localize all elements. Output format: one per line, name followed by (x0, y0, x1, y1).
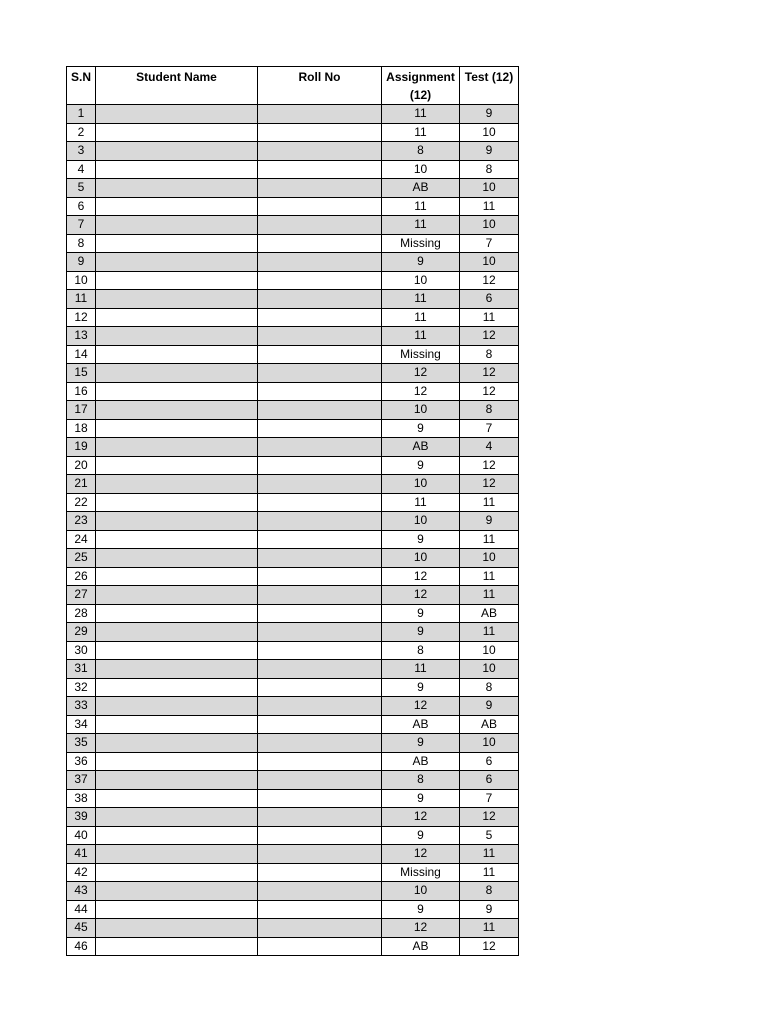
cell-student-name[interactable] (96, 105, 258, 124)
table-row (67, 197, 519, 216)
cell-roll-no[interactable] (258, 752, 382, 771)
cell-student-name[interactable] (96, 771, 258, 790)
cell-assignment[interactable]: 9 (382, 253, 460, 272)
cell-test[interactable]: 11 (460, 919, 519, 938)
cell-student-name[interactable] (96, 512, 258, 531)
cell-test[interactable]: 12 (460, 382, 519, 401)
cell-roll-no[interactable] (258, 401, 382, 420)
cell-sn[interactable]: 23 (67, 512, 96, 531)
table-row (67, 586, 519, 605)
cell-student-name[interactable] (96, 567, 258, 586)
table-row (67, 752, 519, 771)
cell-assignment[interactable]: 10 (382, 882, 460, 901)
table-row (67, 863, 519, 882)
table-row (67, 734, 519, 753)
cell-sn[interactable]: 2 (67, 123, 96, 142)
cell-assignment[interactable]: 11 (382, 105, 460, 124)
table-row (67, 456, 519, 475)
table-row (67, 290, 519, 309)
cell-roll-no[interactable] (258, 937, 382, 956)
cell-sn[interactable]: 29 (67, 623, 96, 642)
table-row (67, 567, 519, 586)
cell-assignment[interactable]: 9 (382, 530, 460, 549)
cell-test[interactable]: 10 (460, 734, 519, 753)
cell-sn[interactable]: 15 (67, 364, 96, 383)
cell-test[interactable]: 11 (460, 623, 519, 642)
cell-student-name[interactable] (96, 308, 258, 327)
table-row (67, 900, 519, 919)
cell-roll-no[interactable] (258, 234, 382, 253)
cell-roll-no[interactable] (258, 271, 382, 290)
cell-student-name[interactable] (96, 419, 258, 438)
header-row (67, 67, 519, 105)
table-row (67, 845, 519, 864)
cell-student-name[interactable] (96, 586, 258, 605)
cell-test[interactable]: 9 (460, 697, 519, 716)
cell-student-name[interactable] (96, 715, 258, 734)
cell-assignment[interactable]: 9 (382, 789, 460, 808)
cell-student-name[interactable] (96, 937, 258, 956)
cell-test[interactable]: 7 (460, 419, 519, 438)
cell-sn[interactable]: 13 (67, 327, 96, 346)
cell-assignment[interactable]: 12 (382, 586, 460, 605)
cell-sn[interactable]: 21 (67, 475, 96, 494)
cell-sn[interactable]: 32 (67, 678, 96, 697)
cell-sn[interactable]: 20 (67, 456, 96, 475)
cell-assignment[interactable]: 8 (382, 771, 460, 790)
cell-assignment[interactable]: 10 (382, 271, 460, 290)
cell-assignment[interactable]: 11 (382, 290, 460, 309)
cell-assignment[interactable]: 11 (382, 216, 460, 235)
cell-sn[interactable]: 10 (67, 271, 96, 290)
cell-assignment[interactable]: 9 (382, 456, 460, 475)
marks-sheet (66, 66, 518, 956)
cell-student-name[interactable] (96, 863, 258, 882)
cell-test[interactable]: 11 (460, 845, 519, 864)
cell-assignment[interactable]: 9 (382, 419, 460, 438)
cell-assignment[interactable]: 12 (382, 382, 460, 401)
marks-table (66, 66, 519, 956)
cell-student-name[interactable] (96, 604, 258, 623)
cell-test[interactable]: 10 (460, 660, 519, 679)
cell-sn[interactable]: 8 (67, 234, 96, 253)
table-row (67, 808, 519, 827)
cell-roll-no[interactable] (258, 697, 382, 716)
cell-test[interactable]: 11 (460, 493, 519, 512)
table-row (67, 882, 519, 901)
cell-assignment[interactable]: 8 (382, 142, 460, 161)
cell-assignment[interactable]: 11 (382, 308, 460, 327)
cell-test[interactable]: 6 (460, 771, 519, 790)
cell-roll-no[interactable] (258, 567, 382, 586)
cell-test[interactable]: 10 (460, 641, 519, 660)
table-row (67, 160, 519, 179)
table-row (67, 789, 519, 808)
cell-student-name[interactable] (96, 734, 258, 753)
table-header (67, 67, 519, 105)
cell-sn[interactable]: 6 (67, 197, 96, 216)
table-row (67, 271, 519, 290)
cell-test[interactable]: 9 (460, 142, 519, 161)
cell-roll-no[interactable] (258, 438, 382, 457)
table-row (67, 697, 519, 716)
cell-sn[interactable]: 27 (67, 586, 96, 605)
cell-test[interactable]: 7 (460, 789, 519, 808)
cell-student-name[interactable] (96, 179, 258, 198)
cell-assignment[interactable]: 12 (382, 697, 460, 716)
table-body (67, 105, 519, 956)
cell-assignment[interactable]: 12 (382, 364, 460, 383)
cell-sn[interactable]: 33 (67, 697, 96, 716)
cell-student-name[interactable] (96, 845, 258, 864)
cell-roll-no[interactable] (258, 308, 382, 327)
cell-test[interactable]: AB (460, 604, 519, 623)
cell-roll-no[interactable] (258, 623, 382, 642)
cell-test[interactable]: 12 (460, 808, 519, 827)
cell-student-name[interactable] (96, 456, 258, 475)
cell-student-name[interactable] (96, 234, 258, 253)
cell-test[interactable]: 12 (460, 937, 519, 956)
cell-test[interactable]: 10 (460, 549, 519, 568)
table-row (67, 493, 519, 512)
table-row (67, 327, 519, 346)
cell-sn[interactable]: 16 (67, 382, 96, 401)
cell-student-name[interactable] (96, 253, 258, 272)
cell-sn[interactable]: 17 (67, 401, 96, 420)
table-row (67, 641, 519, 660)
table-row (67, 345, 519, 364)
cell-roll-no[interactable] (258, 216, 382, 235)
cell-test[interactable]: 9 (460, 900, 519, 919)
cell-roll-no[interactable] (258, 789, 382, 808)
cell-sn[interactable]: 30 (67, 641, 96, 660)
cell-assignment[interactable]: 10 (382, 512, 460, 531)
table-row (67, 308, 519, 327)
cell-assignment[interactable]: 9 (382, 826, 460, 845)
cell-test[interactable]: 8 (460, 345, 519, 364)
cell-student-name[interactable] (96, 345, 258, 364)
cell-sn[interactable]: 28 (67, 604, 96, 623)
header-test: Test (12) (460, 67, 519, 105)
cell-sn[interactable]: 11 (67, 290, 96, 309)
table-row (67, 475, 519, 494)
cell-assignment[interactable]: AB (382, 179, 460, 198)
cell-roll-no[interactable] (258, 604, 382, 623)
cell-test[interactable]: 6 (460, 290, 519, 309)
cell-student-name[interactable] (96, 123, 258, 142)
cell-assignment[interactable]: Missing (382, 345, 460, 364)
cell-sn[interactable]: 45 (67, 919, 96, 938)
cell-roll-no[interactable] (258, 826, 382, 845)
cell-assignment[interactable]: 12 (382, 808, 460, 827)
cell-roll-no[interactable] (258, 549, 382, 568)
table-row (67, 382, 519, 401)
cell-test[interactable]: 12 (460, 271, 519, 290)
table-row (67, 604, 519, 623)
cell-roll-no[interactable] (258, 586, 382, 605)
cell-sn[interactable]: 46 (67, 937, 96, 956)
cell-assignment[interactable]: AB (382, 937, 460, 956)
cell-test[interactable]: 8 (460, 401, 519, 420)
cell-test[interactable]: 12 (460, 456, 519, 475)
cell-sn[interactable]: 7 (67, 216, 96, 235)
cell-test[interactable]: 11 (460, 586, 519, 605)
cell-roll-no[interactable] (258, 734, 382, 753)
cell-student-name[interactable] (96, 549, 258, 568)
cell-student-name[interactable] (96, 216, 258, 235)
cell-roll-no[interactable] (258, 845, 382, 864)
table-row (67, 826, 519, 845)
cell-sn[interactable]: 22 (67, 493, 96, 512)
cell-sn[interactable]: 4 (67, 160, 96, 179)
table-row (67, 216, 519, 235)
cell-roll-no[interactable] (258, 456, 382, 475)
cell-roll-no[interactable] (258, 105, 382, 124)
cell-sn[interactable]: 18 (67, 419, 96, 438)
cell-sn[interactable]: 42 (67, 863, 96, 882)
cell-roll-no[interactable] (258, 160, 382, 179)
cell-student-name[interactable] (96, 882, 258, 901)
cell-sn[interactable]: 14 (67, 345, 96, 364)
table-row (67, 549, 519, 568)
cell-test[interactable]: 11 (460, 530, 519, 549)
cell-test[interactable]: AB (460, 715, 519, 734)
cell-sn[interactable]: 35 (67, 734, 96, 753)
cell-test[interactable]: 11 (460, 567, 519, 586)
cell-roll-no[interactable] (258, 771, 382, 790)
cell-assignment[interactable]: 11 (382, 493, 460, 512)
cell-student-name[interactable] (96, 808, 258, 827)
cell-assignment[interactable]: 9 (382, 623, 460, 642)
cell-student-name[interactable] (96, 493, 258, 512)
cell-assignment[interactable]: 9 (382, 734, 460, 753)
table-row (67, 253, 519, 272)
cell-assignment[interactable]: 10 (382, 475, 460, 494)
cell-assignment[interactable]: 11 (382, 660, 460, 679)
cell-assignment[interactable]: 9 (382, 604, 460, 623)
cell-assignment[interactable]: Missing (382, 863, 460, 882)
cell-test[interactable]: 11 (460, 863, 519, 882)
table-row (67, 771, 519, 790)
cell-roll-no[interactable] (258, 863, 382, 882)
table-row (67, 401, 519, 420)
cell-roll-no[interactable] (258, 179, 382, 198)
table-row (67, 660, 519, 679)
cell-roll-no[interactable] (258, 882, 382, 901)
cell-test[interactable]: 6 (460, 752, 519, 771)
cell-student-name[interactable] (96, 789, 258, 808)
cell-sn[interactable]: 39 (67, 808, 96, 827)
cell-student-name[interactable] (96, 697, 258, 716)
cell-roll-no[interactable] (258, 808, 382, 827)
table-row (67, 364, 519, 383)
table-row (67, 937, 519, 956)
cell-roll-no[interactable] (258, 345, 382, 364)
cell-test[interactable]: 12 (460, 364, 519, 383)
cell-assignment[interactable]: Missing (382, 234, 460, 253)
table-row (67, 715, 519, 734)
cell-roll-no[interactable] (258, 512, 382, 531)
cell-student-name[interactable] (96, 752, 258, 771)
cell-student-name[interactable] (96, 641, 258, 660)
cell-test[interactable]: 5 (460, 826, 519, 845)
cell-student-name[interactable] (96, 623, 258, 642)
table-row (67, 530, 519, 549)
cell-sn[interactable]: 40 (67, 826, 96, 845)
cell-assignment[interactable]: 10 (382, 401, 460, 420)
cell-assignment[interactable]: 10 (382, 160, 460, 179)
cell-student-name[interactable] (96, 290, 258, 309)
cell-sn[interactable]: 19 (67, 438, 96, 457)
cell-roll-no[interactable] (258, 327, 382, 346)
cell-roll-no[interactable] (258, 900, 382, 919)
cell-sn[interactable]: 34 (67, 715, 96, 734)
cell-student-name[interactable] (96, 900, 258, 919)
cell-test[interactable]: 8 (460, 678, 519, 697)
cell-student-name[interactable] (96, 160, 258, 179)
cell-test[interactable]: 10 (460, 179, 519, 198)
cell-student-name[interactable] (96, 271, 258, 290)
cell-sn[interactable]: 44 (67, 900, 96, 919)
cell-student-name[interactable] (96, 660, 258, 679)
cell-roll-no[interactable] (258, 290, 382, 309)
table-row (67, 179, 519, 198)
cell-assignment[interactable]: 10 (382, 549, 460, 568)
cell-assignment[interactable]: 8 (382, 641, 460, 660)
cell-sn[interactable]: 25 (67, 549, 96, 568)
table-row (67, 438, 519, 457)
cell-sn[interactable]: 41 (67, 845, 96, 864)
cell-test[interactable]: 11 (460, 197, 519, 216)
cell-roll-no[interactable] (258, 919, 382, 938)
cell-roll-no[interactable] (258, 660, 382, 679)
cell-student-name[interactable] (96, 364, 258, 383)
cell-roll-no[interactable] (258, 419, 382, 438)
cell-student-name[interactable] (96, 919, 258, 938)
cell-test[interactable]: 8 (460, 160, 519, 179)
cell-student-name[interactable] (96, 438, 258, 457)
cell-roll-no[interactable] (258, 197, 382, 216)
cell-test[interactable]: 12 (460, 475, 519, 494)
cell-student-name[interactable] (96, 382, 258, 401)
cell-roll-no[interactable] (258, 253, 382, 272)
cell-assignment[interactable]: 11 (382, 197, 460, 216)
cell-assignment[interactable]: 11 (382, 327, 460, 346)
cell-sn[interactable]: 24 (67, 530, 96, 549)
cell-assignment[interactable]: AB (382, 715, 460, 734)
cell-sn[interactable]: 43 (67, 882, 96, 901)
cell-assignment[interactable]: AB (382, 438, 460, 457)
cell-sn[interactable]: 5 (67, 179, 96, 198)
cell-test[interactable]: 12 (460, 327, 519, 346)
table-row (67, 123, 519, 142)
cell-test[interactable]: 10 (460, 216, 519, 235)
cell-roll-no[interactable] (258, 123, 382, 142)
cell-sn[interactable]: 38 (67, 789, 96, 808)
cell-test[interactable]: 11 (460, 308, 519, 327)
cell-student-name[interactable] (96, 530, 258, 549)
table-row (67, 678, 519, 697)
cell-assignment[interactable]: 12 (382, 567, 460, 586)
cell-roll-no[interactable] (258, 475, 382, 494)
table-row (67, 142, 519, 161)
header-assignment: Assignment (12) (382, 67, 460, 105)
cell-sn[interactable]: 36 (67, 752, 96, 771)
cell-roll-no[interactable] (258, 641, 382, 660)
cell-roll-no[interactable] (258, 382, 382, 401)
table-row (67, 105, 519, 124)
header-sn: S.N (67, 67, 96, 105)
cell-sn[interactable]: 12 (67, 308, 96, 327)
table-row (67, 419, 519, 438)
cell-test[interactable]: 10 (460, 253, 519, 272)
header-student-name: Student Name (96, 67, 258, 105)
cell-student-name[interactable] (96, 475, 258, 494)
cell-student-name[interactable] (96, 327, 258, 346)
cell-student-name[interactable] (96, 197, 258, 216)
cell-test[interactable]: 4 (460, 438, 519, 457)
cell-sn[interactable]: 26 (67, 567, 96, 586)
table-row (67, 512, 519, 531)
header-roll-no: Roll No (258, 67, 382, 105)
cell-test[interactable]: 10 (460, 123, 519, 142)
cell-sn[interactable]: 3 (67, 142, 96, 161)
cell-sn[interactable]: 9 (67, 253, 96, 272)
cell-test[interactable]: 9 (460, 105, 519, 124)
cell-student-name[interactable] (96, 826, 258, 845)
cell-test[interactable]: 9 (460, 512, 519, 531)
cell-assignment[interactable]: 9 (382, 678, 460, 697)
cell-roll-no[interactable] (258, 678, 382, 697)
cell-student-name[interactable] (96, 142, 258, 161)
table-row (67, 234, 519, 253)
cell-roll-no[interactable] (258, 530, 382, 549)
cell-sn[interactable]: 37 (67, 771, 96, 790)
cell-roll-no[interactable] (258, 493, 382, 512)
cell-test[interactable]: 8 (460, 882, 519, 901)
cell-test[interactable]: 7 (460, 234, 519, 253)
cell-sn[interactable]: 1 (67, 105, 96, 124)
cell-roll-no[interactable] (258, 715, 382, 734)
cell-roll-no[interactable] (258, 142, 382, 161)
cell-sn[interactable]: 31 (67, 660, 96, 679)
cell-assignment[interactable]: 12 (382, 845, 460, 864)
cell-assignment[interactable]: 12 (382, 919, 460, 938)
cell-student-name[interactable] (96, 401, 258, 420)
table-row (67, 919, 519, 938)
table-row (67, 623, 519, 642)
cell-assignment[interactable]: 9 (382, 900, 460, 919)
cell-assignment[interactable]: AB (382, 752, 460, 771)
cell-assignment[interactable]: 11 (382, 123, 460, 142)
cell-student-name[interactable] (96, 678, 258, 697)
cell-roll-no[interactable] (258, 364, 382, 383)
